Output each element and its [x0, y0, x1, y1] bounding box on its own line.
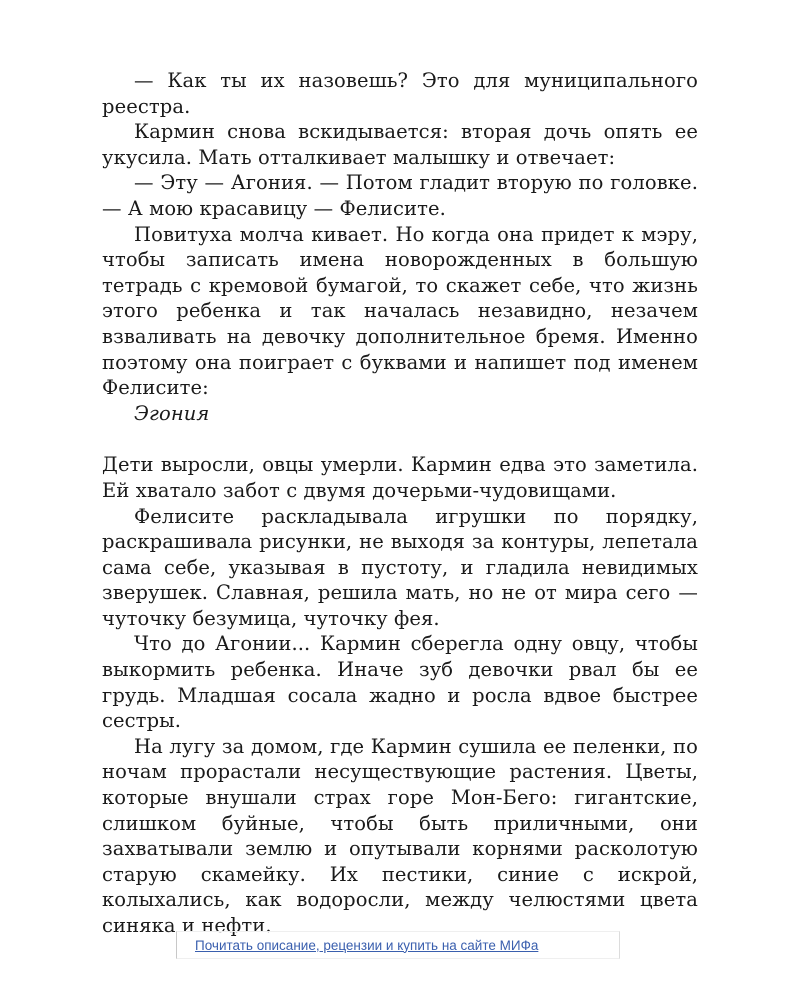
- paragraph-6: Дети выросли, овцы умерли. Кармин едва это заметила. Ей хватало забот с двумя дочерьми-чудовищами.: [102, 453, 698, 502]
- paragraph-5-name: Эгония: [134, 401, 210, 425]
- paragraph-7: Фелисите раскладывала игрушки по порядку, раскрашивала рисунки, не выходя за контуры, лепетала сама себе, указывая в пустоту, и гладила невидимых зверушек. Славная, решила мать, но не от мира сего — чуточку безумица, чуточку фея.: [102, 504, 698, 630]
- paragraph-2: Кармин снова вскидывается: вторая дочь опять ее укусила. Мать отталкивает малышку и отвечает:: [102, 120, 698, 169]
- paragraph-9: На лугу за домом, где Кармин сушила ее пеленки, по ночам прорастали несуществующие растения. Цветы, которые внушали страх горе Мон-Бего: гигантские, слишком буйные, чтобы быть приличными, они захватывали землю и опутывали корнями расколотую старую скамейку. Их пестики, синие с искрой, колыхались, как водоросли, между челюстями цвета синяка и нефти.: [102, 734, 698, 937]
- buy-on-mif-link[interactable]: Почитать описание, рецензии и купить на сайте МИФа: [195, 937, 539, 953]
- footer-link-box: [176, 931, 620, 959]
- paragraph-1: — Как ты их назовешь? Это для муниципального реестра.: [102, 69, 698, 118]
- paragraph-3: — Эту — Агония. — Потом гладит вторую по головке. — А мою красавицу — Фелисите.: [102, 171, 698, 220]
- book-page-text: [102, 68, 698, 939]
- section-break: [102, 426, 698, 452]
- paragraph-4: Повитуха молча кивает. Но когда она придет к мэру, чтобы записать имена новорожденных в большую тетрадь с кремовой бумагой, то скажет себе, что жизнь этого ребенка и так началась незавидно, незачем взваливать на девочку дополнительное бремя. Именно поэтому она поиграет с буквами и напишет под именем Фелисите:: [102, 222, 698, 400]
- paragraph-8: Что до Агонии... Кармин сберегла одну овцу, чтобы выкормить ребенка. Иначе зуб девочки рвал бы ее грудь. Младшая сосала жадно и росла вдвое быстрее сестры.: [102, 632, 698, 733]
